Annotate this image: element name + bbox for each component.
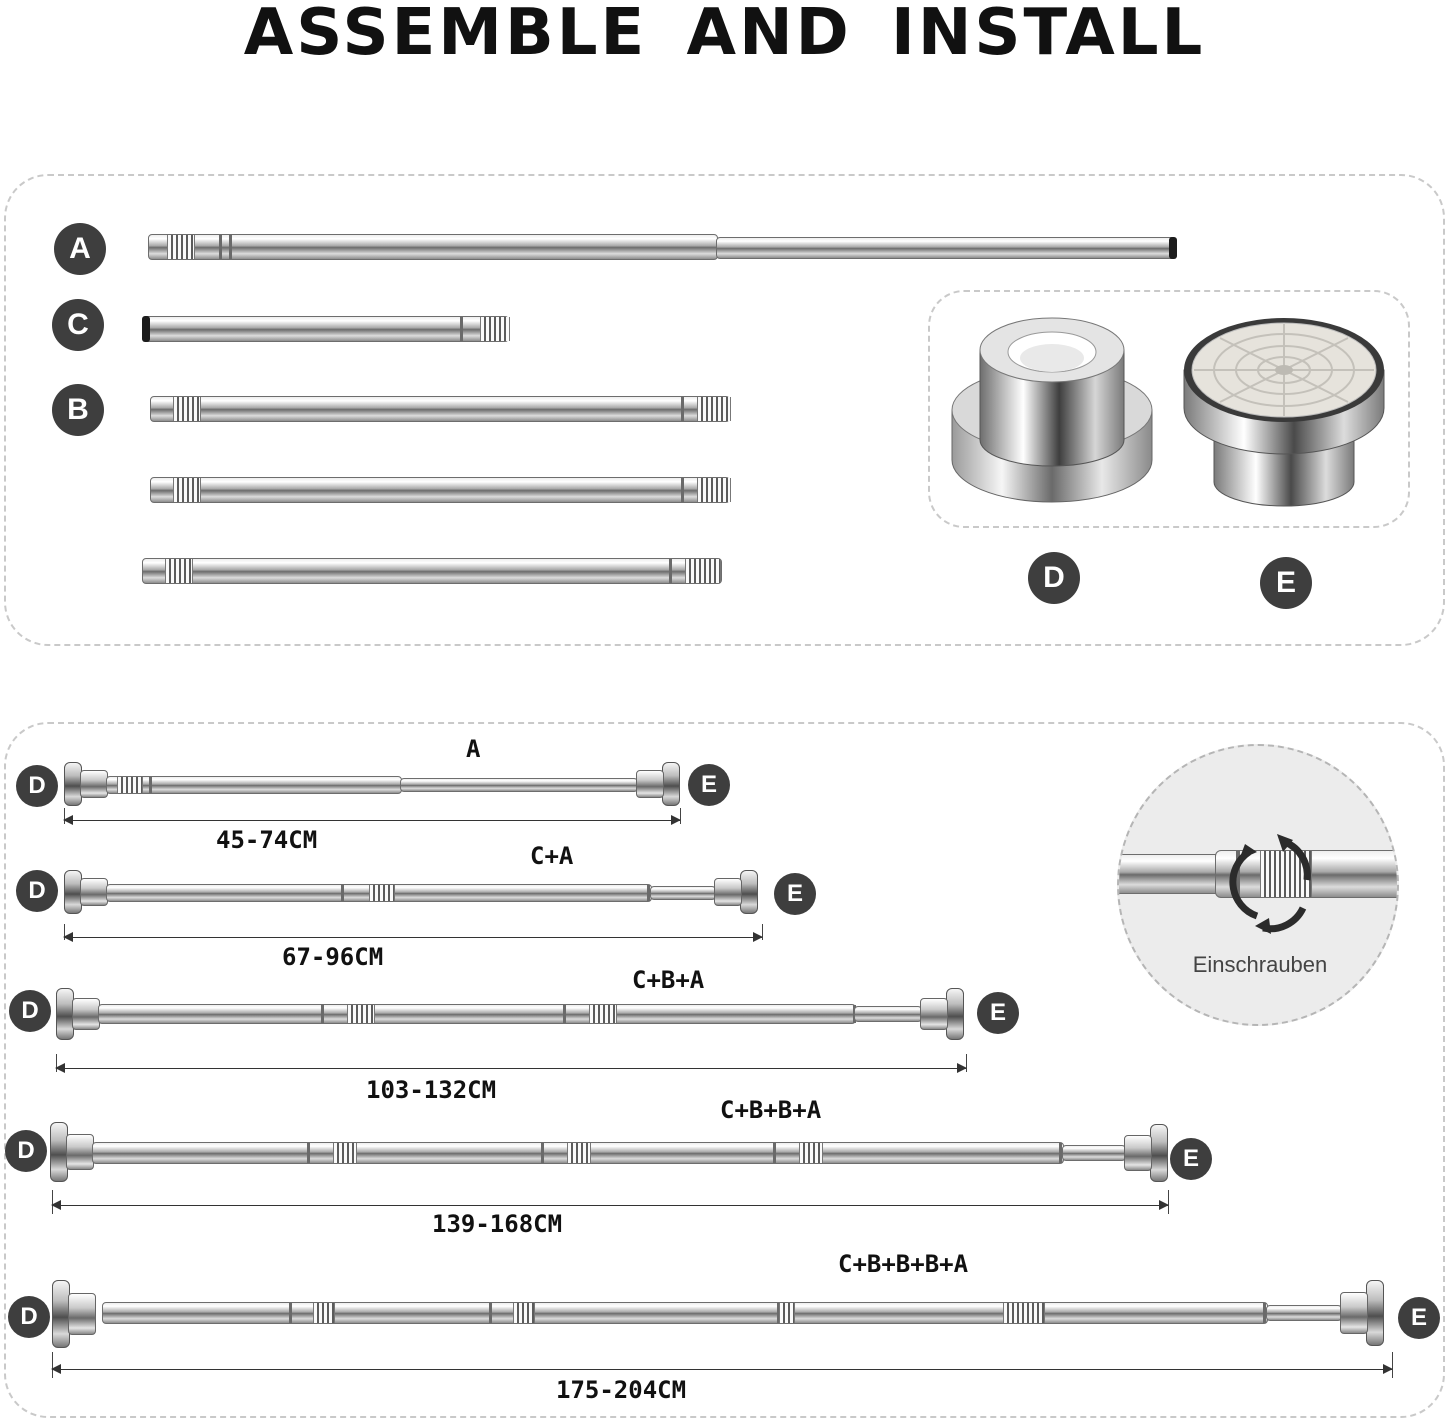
dimension-line (56, 1068, 966, 1069)
rod-segment (106, 884, 652, 902)
dimension-line (52, 1205, 1168, 1206)
end-e-badge: E (977, 992, 1019, 1034)
rod-segment (92, 1142, 1064, 1164)
config-label: C+A (530, 842, 574, 870)
config-range: 103-132CM (366, 1076, 497, 1104)
screw-detail-label: Einschrauben (1192, 952, 1328, 977)
end-cap-e (1340, 1280, 1384, 1346)
dimension-line (64, 820, 680, 821)
end-d-badge: D (5, 1130, 47, 1172)
dimension-line (52, 1369, 1392, 1370)
part-a-badge: A (54, 223, 106, 275)
dimension-line (64, 937, 762, 938)
rod-segment (106, 776, 402, 794)
end-cap-d (64, 762, 108, 806)
part-b-rod (150, 477, 730, 503)
end-cap-e (636, 762, 680, 806)
part-c-badge: C (52, 299, 104, 351)
detail-rod (1117, 854, 1217, 894)
rod-segment (854, 1006, 922, 1022)
end-d-badge: D (16, 765, 58, 807)
config-label: C+B+A (632, 966, 705, 994)
config-label: C+B+B+B+A (838, 1250, 969, 1278)
config-range: 175-204CM (556, 1376, 687, 1404)
rotate-arrows-icon (1227, 830, 1317, 940)
config-range: 139-168CM (432, 1210, 563, 1238)
end-cap-d (52, 1280, 96, 1348)
part-a-inner-rod (716, 237, 1176, 259)
part-b-rod (150, 396, 730, 422)
rod-segment (1266, 1305, 1342, 1321)
end-e-badge: E (1398, 1297, 1440, 1339)
part-e-badge: E (1260, 557, 1312, 609)
end-cap-d (56, 988, 100, 1040)
rod-segment (1062, 1145, 1126, 1161)
end-cap-e (714, 870, 758, 914)
end-cap-d-image (946, 310, 1158, 510)
rod-segment (400, 778, 638, 792)
end-d-badge: D (8, 1296, 50, 1338)
screw-detail-circle (1117, 744, 1399, 1026)
end-d-badge: D (16, 870, 58, 912)
end-cap-e (1124, 1124, 1168, 1182)
config-range: 67-96CM (282, 943, 384, 971)
end-cap-d (50, 1122, 94, 1182)
end-cap-e-image (1180, 312, 1390, 508)
part-b-badge: B (52, 384, 104, 436)
config-label: A (466, 735, 481, 763)
end-e-badge: E (1170, 1138, 1212, 1180)
end-e-badge: E (774, 873, 816, 915)
rod-segment (650, 886, 716, 900)
part-a-rod (148, 234, 718, 260)
page-title: ASSEMBLE AND INSTALL (243, 0, 1206, 70)
config-range: 45-74CM (216, 826, 318, 854)
end-e-badge: E (688, 764, 730, 806)
end-cap-d (64, 870, 108, 914)
part-d-badge: D (1028, 552, 1080, 604)
part-c-rod (143, 316, 509, 342)
part-b-rod (142, 558, 722, 584)
end-d-badge: D (9, 990, 51, 1032)
rod-segment (98, 1004, 856, 1024)
end-cap-e (920, 988, 964, 1040)
rod-segment (102, 1302, 1268, 1324)
config-label: C+B+B+A (720, 1096, 822, 1124)
